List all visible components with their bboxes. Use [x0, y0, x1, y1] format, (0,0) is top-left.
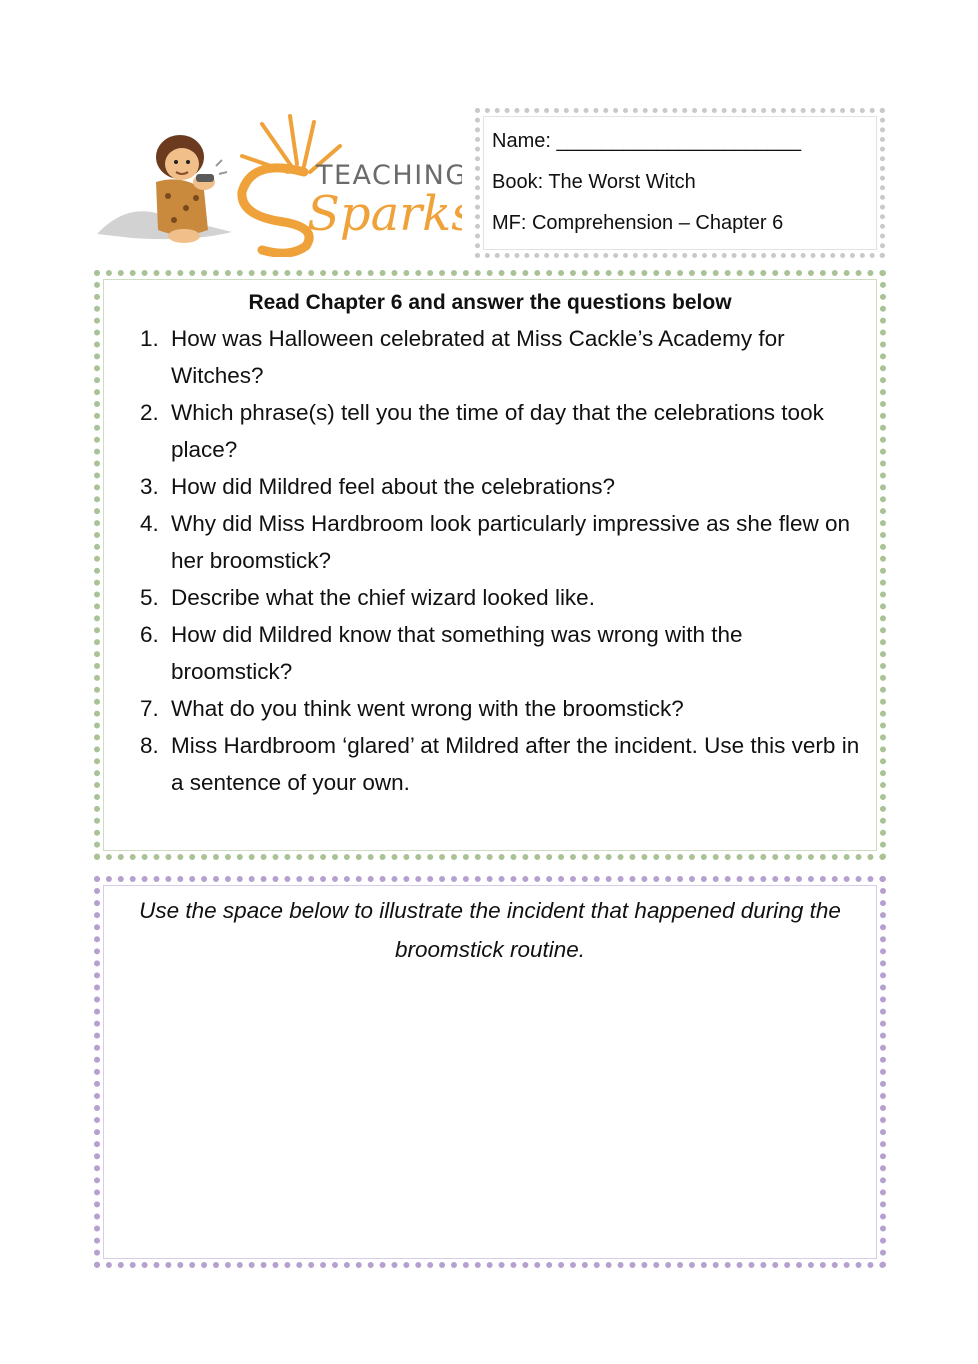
illustration-area[interactable] [94, 876, 886, 1268]
question-item [100, 505, 880, 579]
question-text: What do you think went wrong with the broomstick? [171, 696, 684, 721]
question-item [100, 394, 880, 468]
question-number: 2. [140, 400, 159, 425]
question-number: 5. [140, 585, 159, 610]
question-item [100, 468, 880, 505]
question-item [100, 579, 880, 616]
caveman-icon [156, 135, 227, 243]
question-item [100, 727, 880, 801]
question-text: How did Mildred know that something was wrong with the broomstick? [171, 622, 743, 684]
question-text: Why did Miss Hardbroom look particularly impressive as she flew on her broomstick? [171, 511, 850, 573]
question-item [100, 616, 880, 690]
question-number: 1. [140, 326, 159, 351]
question-item [100, 690, 880, 727]
mf-label: MF: Comprehension – Chapter 6 [492, 212, 784, 234]
brand-teaching: TEACHING [316, 160, 462, 191]
illustration-instruction: Use the space below to illustrate the incident that happened during the broomstick routine. [139, 898, 841, 962]
question-number: 3. [140, 474, 159, 499]
name-field[interactable]: Name: ______________________ [492, 130, 802, 152]
question-number: 4. [140, 511, 159, 536]
question-text: How was Halloween celebrated at Miss Cackle’s Academy for Witches? [171, 326, 785, 388]
question-text: Which phrase(s) tell you the time of day that the celebrations took place? [171, 400, 824, 462]
student-info-box [475, 108, 885, 258]
question-text: Describe what the chief wizard looked like. [171, 585, 595, 610]
question-item [100, 320, 880, 394]
questions-list [100, 320, 880, 801]
question-number: 7. [140, 696, 159, 721]
question-text: How did Mildred feel about the celebrations? [171, 474, 616, 499]
brand-sparks: Sparks [307, 186, 462, 242]
questions-box [94, 270, 886, 860]
teaching-sparks-logo [92, 112, 462, 257]
question-text: Miss Hardbroom ‘glared’ at Mildred after the incident. Use this verb in a sentence of your own. [171, 733, 860, 795]
question-number: 8. [140, 733, 159, 758]
question-number: 6. [140, 622, 159, 647]
book-title: Book: The Worst Witch [492, 171, 696, 193]
questions-heading: Read Chapter 6 and answer the questions below [248, 291, 732, 314]
